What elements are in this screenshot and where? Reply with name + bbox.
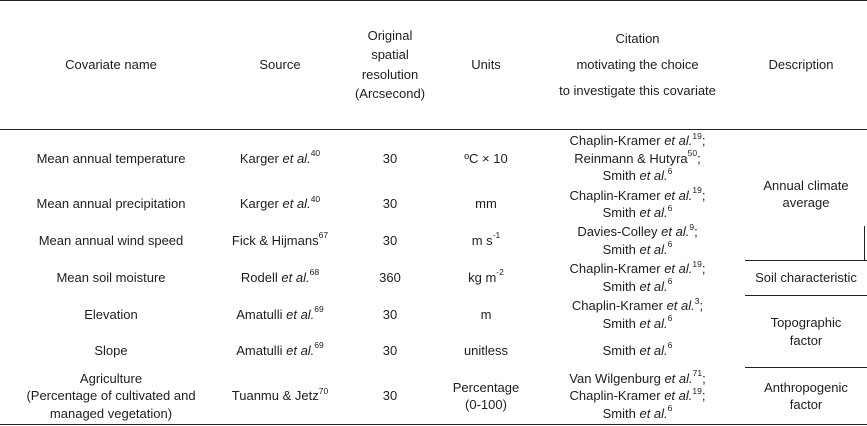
cell-source <box>222 333 338 368</box>
source-ref: 40 <box>310 193 321 204</box>
citation-author: Smith <box>602 205 636 220</box>
description-line: Topographic <box>770 315 842 330</box>
et-al: et al. <box>282 150 311 166</box>
resolution-value: 30 <box>382 306 398 322</box>
citation-ref: 19 <box>692 385 702 396</box>
cell-units <box>442 333 530 368</box>
header-citation <box>530 0 745 129</box>
et-al: et al. <box>639 205 668 220</box>
covariate-name: Slope <box>94 342 128 358</box>
units-line: Percentage <box>452 379 520 395</box>
cell-resolution <box>338 333 442 368</box>
et-al: et al. <box>286 342 315 358</box>
source-ref: 69 <box>314 340 324 351</box>
citation-separator: ; <box>699 298 704 313</box>
source-ref: 69 <box>314 304 324 315</box>
citation-author: Chaplin-Kramer <box>571 298 663 313</box>
citation-ref: 6 <box>667 202 673 213</box>
cell-name <box>0 368 222 424</box>
header-covariate-name: Covariate name <box>65 56 157 72</box>
et-al: et al. <box>664 187 693 203</box>
citation-ref: 19 <box>692 185 702 196</box>
cell-source <box>222 259 338 296</box>
cell-resolution <box>338 259 442 296</box>
citation-author: Van Wilgenburg <box>569 370 661 386</box>
citation-line <box>577 223 697 241</box>
units-text: m s <box>471 232 493 248</box>
cell-name <box>0 186 222 222</box>
cell-resolution <box>338 296 442 333</box>
cell-resolution <box>338 186 442 222</box>
covariate-name-line: managed vegetation) <box>49 405 173 421</box>
units-exponent: -2 <box>496 267 504 278</box>
citation-line <box>603 278 673 296</box>
units-value <box>475 195 497 213</box>
citation-line <box>603 167 673 185</box>
et-al: et al. <box>664 370 693 386</box>
citation-ref: 6 <box>667 165 673 176</box>
resolution-value: 30 <box>382 196 398 212</box>
cell-citations <box>530 259 745 296</box>
et-al: et al. <box>639 405 668 421</box>
cell-citations <box>530 131 745 186</box>
description-line: factor <box>789 332 823 348</box>
header-units: Units <box>471 56 501 72</box>
cell-source <box>222 186 338 222</box>
citation-ref: 19 <box>692 258 702 269</box>
cell-units <box>442 259 530 296</box>
header-resolution-line: (Arcsecond) <box>354 86 426 101</box>
description-line: average <box>782 195 830 210</box>
citation-separator: ; <box>701 187 706 203</box>
source-author: Rodell <box>240 269 278 285</box>
citation-author: Smith <box>602 278 636 294</box>
et-al: et al. <box>286 306 315 322</box>
header-source: Source <box>259 56 301 72</box>
header-resolution-line: spatial <box>371 47 409 62</box>
et-al: et al. <box>661 224 690 239</box>
cell-name <box>0 222 222 259</box>
citation-ref: 9 <box>689 221 695 232</box>
citation-ref: 50 <box>687 148 698 159</box>
citation-author: Smith <box>602 342 636 358</box>
citation-separator: ; <box>701 261 706 276</box>
et-al: et al. <box>664 388 693 404</box>
units-text: ºC × 10 <box>464 150 508 166</box>
citation-ref: 6 <box>667 403 673 414</box>
units-value <box>481 306 492 324</box>
citation-line <box>574 150 701 168</box>
header-resolution-line: resolution <box>361 66 419 82</box>
cell-source <box>222 368 338 424</box>
citation-author: Smith <box>602 405 636 421</box>
source-author: Amatulli <box>236 342 283 358</box>
covariate-name-line: (Percentage of cultivated and <box>26 388 196 404</box>
citation-separator: ; <box>697 150 701 166</box>
cell-citations <box>530 333 745 368</box>
resolution-value: 30 <box>382 150 398 166</box>
source-ref: 40 <box>310 148 321 159</box>
units-text: m <box>480 306 492 322</box>
citation-author: Smith <box>602 241 636 257</box>
citation-ref: 6 <box>667 276 673 287</box>
resolution-value: 30 <box>382 232 398 248</box>
source-author: Karger <box>239 150 279 166</box>
units-value <box>472 232 501 250</box>
cell-name <box>0 131 222 186</box>
citation-line <box>570 260 706 278</box>
cell-units <box>442 296 530 333</box>
source-author: Karger <box>239 196 279 212</box>
description-line: Annual climate <box>763 177 849 193</box>
citation-separator: ; <box>694 224 698 239</box>
cell-resolution <box>338 222 442 259</box>
citation-ref: 6 <box>667 340 673 351</box>
source-citation <box>240 195 320 213</box>
citation-line <box>570 387 706 405</box>
description-line: Soil characteristic <box>755 270 857 286</box>
citation-line <box>569 370 705 388</box>
citation-author: Chaplin-Kramer <box>569 187 661 203</box>
citation-author: Chaplin-Kramer <box>569 388 661 404</box>
cell-units <box>442 368 530 424</box>
covariate-name: Mean soil moisture <box>56 269 166 285</box>
description-anthropogenic <box>745 368 867 424</box>
source-citation <box>236 306 324 324</box>
cell-citations <box>530 296 745 333</box>
cell-citations <box>530 368 745 424</box>
source-citation <box>232 232 328 250</box>
cell-units <box>442 186 530 222</box>
et-al: et al. <box>281 269 310 285</box>
citation-separator: ; <box>701 133 706 149</box>
et-al: et al. <box>639 168 668 184</box>
citation-ref: 3 <box>694 295 700 306</box>
source-ref: 67 <box>318 230 329 241</box>
climate-bracket-vertical <box>864 226 865 260</box>
description-line: Anthropogenic <box>764 379 848 395</box>
citation-author: Reinmann & Hutyra <box>574 150 688 166</box>
cell-name <box>0 333 222 368</box>
source-citation <box>236 342 324 360</box>
et-al: et al. <box>282 196 311 212</box>
citation-separator: ; <box>702 370 706 386</box>
header-resolution-line: Original <box>367 27 413 43</box>
cell-resolution <box>338 368 442 424</box>
cell-source <box>222 131 338 186</box>
citation-separator: ; <box>701 388 706 404</box>
citation-ref: 6 <box>667 313 673 324</box>
source-author: Amatulli <box>236 306 283 322</box>
source-ref: 70 <box>318 385 329 396</box>
et-al: et al. <box>664 133 693 149</box>
citation-ref: 19 <box>692 130 702 141</box>
citation-line <box>570 187 706 205</box>
units-text: kg m <box>468 269 497 285</box>
units-text: unitless <box>463 342 509 358</box>
citation-line <box>603 315 673 333</box>
covariate-name: Elevation <box>84 306 138 322</box>
source-citation <box>240 150 320 168</box>
citation-line <box>603 204 673 222</box>
description-line: factor <box>789 397 823 412</box>
description-soil <box>745 261 867 295</box>
citation-author: Chaplin-Kramer <box>569 261 661 276</box>
cell-resolution <box>338 131 442 186</box>
header-resolution <box>338 0 442 129</box>
source-ref: 68 <box>309 267 320 278</box>
units-text: mm <box>475 196 497 212</box>
covariate-name: Mean annual temperature <box>36 150 186 166</box>
units-line: (0-100) <box>465 397 507 412</box>
covariate-name-line: Agriculture <box>79 370 143 386</box>
units-value <box>464 342 508 360</box>
cell-citations <box>530 186 745 222</box>
citation-line <box>603 405 673 423</box>
header-citation-line: motivating the choice <box>576 56 699 72</box>
header-citation-line: Citation <box>615 30 660 46</box>
cell-name <box>0 296 222 333</box>
et-al: et al. <box>664 261 693 276</box>
units-exponent: -1 <box>492 230 501 241</box>
et-al: et al. <box>639 278 668 294</box>
et-al: et al. <box>666 298 695 313</box>
source-citation <box>241 269 319 287</box>
citation-line <box>603 342 673 360</box>
citation-ref: 71 <box>692 368 703 379</box>
resolution-value: 30 <box>382 388 398 404</box>
et-al: et al. <box>639 315 668 331</box>
citation-ref: 6 <box>667 239 673 250</box>
cell-units <box>442 131 530 186</box>
citation-line <box>603 241 673 259</box>
source-author: Tuanmu & Jetz <box>231 388 319 404</box>
cell-units <box>442 222 530 259</box>
source-citation <box>232 387 328 405</box>
et-al: et al. <box>639 342 668 358</box>
et-al: et al. <box>639 241 668 257</box>
description-topographic <box>745 296 867 367</box>
cell-name <box>0 259 222 296</box>
bottom-rule <box>0 424 867 425</box>
cell-source <box>222 222 338 259</box>
cell-citations <box>530 222 745 259</box>
source-author: Fick & Hijmans <box>231 232 319 248</box>
header-citation-line: to investigate this covariate <box>559 82 716 98</box>
citation-line <box>570 132 706 150</box>
citation-author: Smith <box>602 168 636 184</box>
covariate-name: Mean annual precipitation <box>36 196 186 212</box>
units-value <box>464 150 507 168</box>
cell-source <box>222 296 338 333</box>
header-rule <box>0 129 867 130</box>
citation-author: Smith <box>602 315 636 331</box>
resolution-value: 30 <box>382 342 398 358</box>
units-value <box>468 269 504 287</box>
covariate-name: Mean annual wind speed <box>38 232 184 248</box>
citation-author: Chaplin-Kramer <box>569 133 661 149</box>
resolution-value: 360 <box>379 269 401 285</box>
citation-author: Davies-Colley <box>577 224 658 239</box>
citation-line <box>572 297 703 315</box>
header-description: Description <box>768 56 834 72</box>
description-climate <box>745 138 867 250</box>
